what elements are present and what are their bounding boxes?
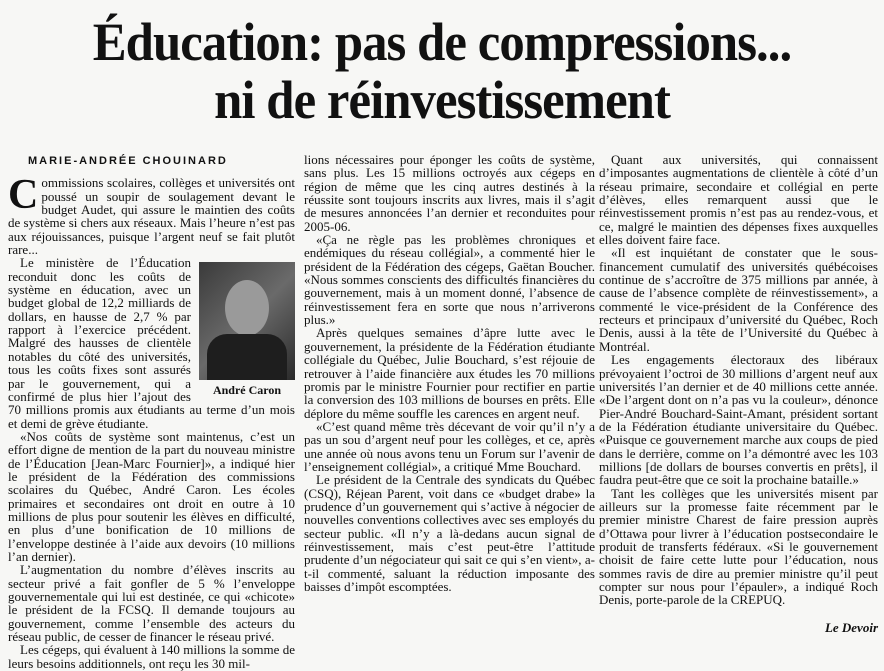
article-column-2	[304, 153, 595, 593]
portrait-suit	[207, 334, 287, 380]
paragraph: Tant les collèges que les universités misent par ailleurs sur la promesse faite récemment par le premier ministre Charest de faire pression auprès d’Ottawa pour livrer à l’éducation postsecondaire le produit de transferts fédéraux. «Si le gouvernement choisit de faire cette lutte pour l’éducation, nous sommes ravis de dire au premier ministre qu’il peut compter sur nous pour l’épauler», a indiqué Roch Denis, porte-parole de la CREPUQ.	[599, 485, 878, 608]
paragraph: «Nos coûts de système sont maintenus, c’est un effort digne de mention de la part du nouveau ministre de l’Éducation [Jean-Marc Fournier]», a indiqué hier le président de la Fédération des commissions scolaires du Québec, André Caron. Les écoles primaires et secondaires ont droit en outre à 10 millions de plus pour soutenir les élèves en difficulté, en plus d’une bonification de 10 millions de l’enveloppe destinée à l’aide aux devoirs (10 millions l’an dernier).	[8, 428, 295, 564]
paragraph: Les cégeps, qui évaluent à 140 millions la somme de leurs besoins additionnels, ont reçu les 30 mil-	[8, 642, 295, 671]
paragraph: Le président de la Centrale des syndicats du Québec (CSQ), Réjean Parent, voit dans ce «budget drabe» la prudence d’un gouvernement qui s’active à négocier de nouvelles conventions collectives avec ses employés du secteur public. «Il n’y a là-dedans aucun signal de réinvestissement, mais c’est peut-être l’attitude prudente d’un négociateur qui sait ce qui s’en vient», a-t-il commenté, saluant la réduction imposante des baisses d’impôt escomptées.	[304, 472, 595, 594]
paragraph: Quant aux universités, qui connaissent d’imposantes augmentations de clientèle à côté d’un réseau primaire, secondaire et collégial en perte d’élèves, elles remarquent aussi que le réinvestissement promis n’est pas au rendez-vous, et ce, malgré le maintien des dépenses fixes auxquelles elles doivent faire face.	[599, 152, 878, 248]
headline-line-1: Éducation: pas de compressions...	[92, 12, 792, 72]
portrait-photo	[199, 262, 295, 380]
paragraph: Les engagements électoraux des libéraux prévoyaient l’octroi de 30 millions d’argent neuf aux universités l’an dernier et de 40 millions cette année. «De l’argent dont on n’a pas vu la couleur», dénonce Pier-André Bouchard-Saint-Amant, président sortant de la Fédération étudiante universitaire du Québec. «Puisque ce gouvernement marche aux coups de pied dans le derrière, comme on l’a démontré avec les 103 millions [de dollars de bourses convertis en prêts], il faudra peut-être que ce soit la prochaine bataille.»	[599, 352, 878, 488]
paragraph: Après quelques semaines d’âpre lutte avec le gouvernement, la présidente de la Fédération étudiante collégiale du Québec, Julie Bouchard, s’est réjouie de retrouver à l’aide financière aux études les 70 millions promis par le ministre Fournier pour rectifier en partie la conversion des 103 millions de bourses en prêts. Elle déplore du même souffle les carences en argent neuf.	[304, 325, 595, 421]
paragraph: Le ministère de l’Éducation reconduit donc les coûts de système en éducation, avec un budget global de 12,2 milliards de dollars, en hausse de 2,7 % par rapport à l’exercice précédent. Malgré des hausses de clientèle notables du côté des universités, tous les coûts fixes sont assurés par le gouvernement, qui a confirmé de plus hier l’ajout des 70 millions promis aux étudiants au terme d’un mois et demi de grève étudiante.	[8, 255, 295, 431]
article-column-1	[8, 153, 295, 670]
paragraph: «Il est inquiétant de constater que le sous-financement cumulatif des universités québécoises continue de s’accroître de 375 millions par année, à cause de l’absence complète de réinvestissement», a commenté le vice-président de la Conférence des recteurs et principaux d’université du Québec, Roch Denis, aussi à la tête de l’Université du Québec à Montréal.	[599, 245, 878, 354]
headline-line-2: ni de réinvestissement	[214, 70, 670, 130]
paragraph: L’augmentation du nombre d’élèves inscrits au secteur privé a fait gonfler de 5 % l’enveloppe gouvernementale qui lui est destinée, ce qui «chicote» le président de la FCSQ. Il demande toujours au gouvernement, comme l’ensemble des acteurs du réseau public, de cesser de financer le réseau privé.	[8, 562, 295, 645]
paragraph: «C’est quand même très décevant de voir qu’il n’y a pas un sou d’argent neuf pour les collèges, et ce, après une année où nous avons tenu un Forum sur l’avenir de l’enseignement collégial», a critiqué Mme Bouchard.	[304, 418, 595, 474]
drop-cap: C	[8, 172, 39, 219]
paragraph: lions nécessaires pour éponger les coûts de système, sans plus. Les 15 millions octroyés aux cégeps en région de même que les cinq autres destinés à la réussite sont toujours inscrits aux livres, mais il s’agit de mesures annoncées l’an dernier et reconduites pour 2005-06.	[304, 152, 595, 234]
paragraph	[8, 172, 295, 258]
paragraph: «Ça ne règle pas les problèmes chroniques et endémiques du réseau collégial», a commenté hier le président de la Fédération des cégeps, Gaëtan Boucher. «Nous sommes conscients des difficultés financières du gouvernement, mais à un moment donné, l’absence de réinvestissement fera en sorte que nous n’arriverons plus.»	[304, 232, 595, 328]
paragraph-text: ommissions scolaires, collèges et universités ont poussé un soupir de soulagement devant le budget Audet, qui assure le maintien des coûts de système si chers aux réseaux. Mais l’heure n’est pas aux réjouissances, puisque l’argent neuf se fait plutôt rare...	[8, 175, 295, 258]
photo-caption: André Caron	[212, 383, 282, 398]
portrait-face	[225, 280, 269, 336]
signature: Le Devoir	[824, 619, 878, 635]
byline: MARIE-ANDRÉE CHOUINARD	[28, 155, 228, 167]
article-column-3	[599, 153, 878, 634]
